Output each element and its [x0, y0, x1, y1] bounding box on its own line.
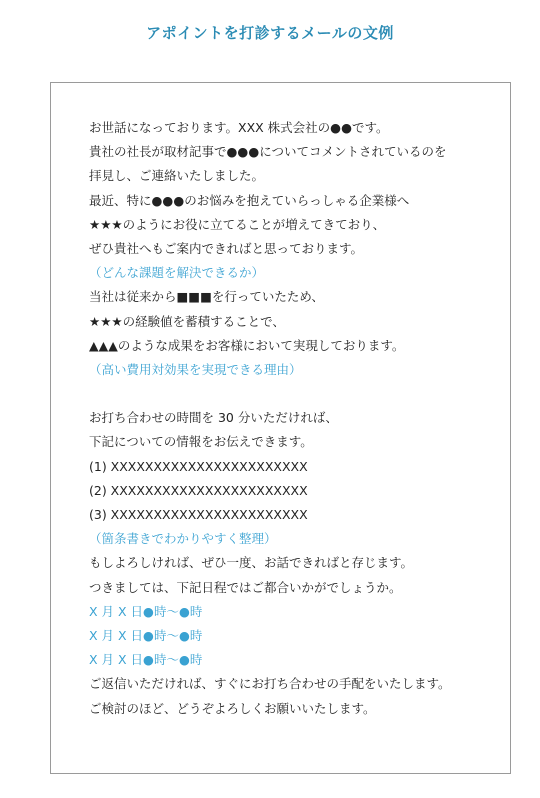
email-line: 当社は従来から■■■を行っていたため、	[89, 289, 324, 305]
email-line: ご検討のほど、どうぞよろしくお願いいたします。	[89, 700, 376, 716]
email-line: ★★★のようにお役に立てることが増えてきており、	[89, 216, 386, 232]
list-item: (2) XXXXXXXXXXXXXXXXXXXXXXX	[89, 482, 308, 498]
email-line: つきましては、下記日程ではご都合いかがでしょうか。	[89, 579, 402, 595]
list-item: (1) XXXXXXXXXXXXXXXXXXXXXXX	[89, 458, 308, 474]
annotation-note: （箇条書きでわかりやすく整理）	[89, 531, 277, 547]
page-title: アポイントを打診するメールの文例	[146, 24, 394, 42]
email-line: 下記についての情報をお伝えできます。	[89, 434, 313, 450]
annotation-note: （高い費用対効果を実現できる理由）	[89, 361, 302, 377]
annotation-note: （どんな課題を解決できるか）	[89, 265, 265, 281]
email-line: ぜひ貴社へもご案内できればと思っております。	[89, 240, 364, 256]
email-line: お打ち合わせの時間を 30 分いただければ、	[89, 410, 338, 426]
email-line: もしよろしければ、ぜひ一度、お話できればと存じます。	[89, 555, 414, 571]
schedule-option: X 月 X 日●時～●時	[89, 603, 203, 619]
email-line: ▲▲▲のような成果をお客様において実現しております。	[89, 337, 405, 353]
email-line: 貴社の社長が取材記事で●●●についてコメントされているのを	[89, 144, 447, 160]
schedule-option: X 月 X 日●時～●時	[89, 652, 203, 668]
email-line: 最近、特に●●●のお悩みを抱えていらっしゃる企業様へ	[89, 192, 410, 208]
email-line: ★★★の経験値を蓄積することで、	[89, 313, 285, 329]
email-body	[89, 116, 504, 721]
email-line: お世話になっております。XXX 株式会社の●●です。	[89, 120, 389, 135]
email-line: 拝見し、ご連絡いたしました。	[89, 168, 265, 184]
schedule-option: X 月 X 日●時～●時	[89, 627, 203, 643]
email-line: ご返信いただければ、すぐにお打ち合わせの手配をいたします。	[89, 676, 451, 692]
blank-line	[89, 382, 504, 406]
list-item: (3) XXXXXXXXXXXXXXXXXXXXXXX	[89, 507, 308, 522]
